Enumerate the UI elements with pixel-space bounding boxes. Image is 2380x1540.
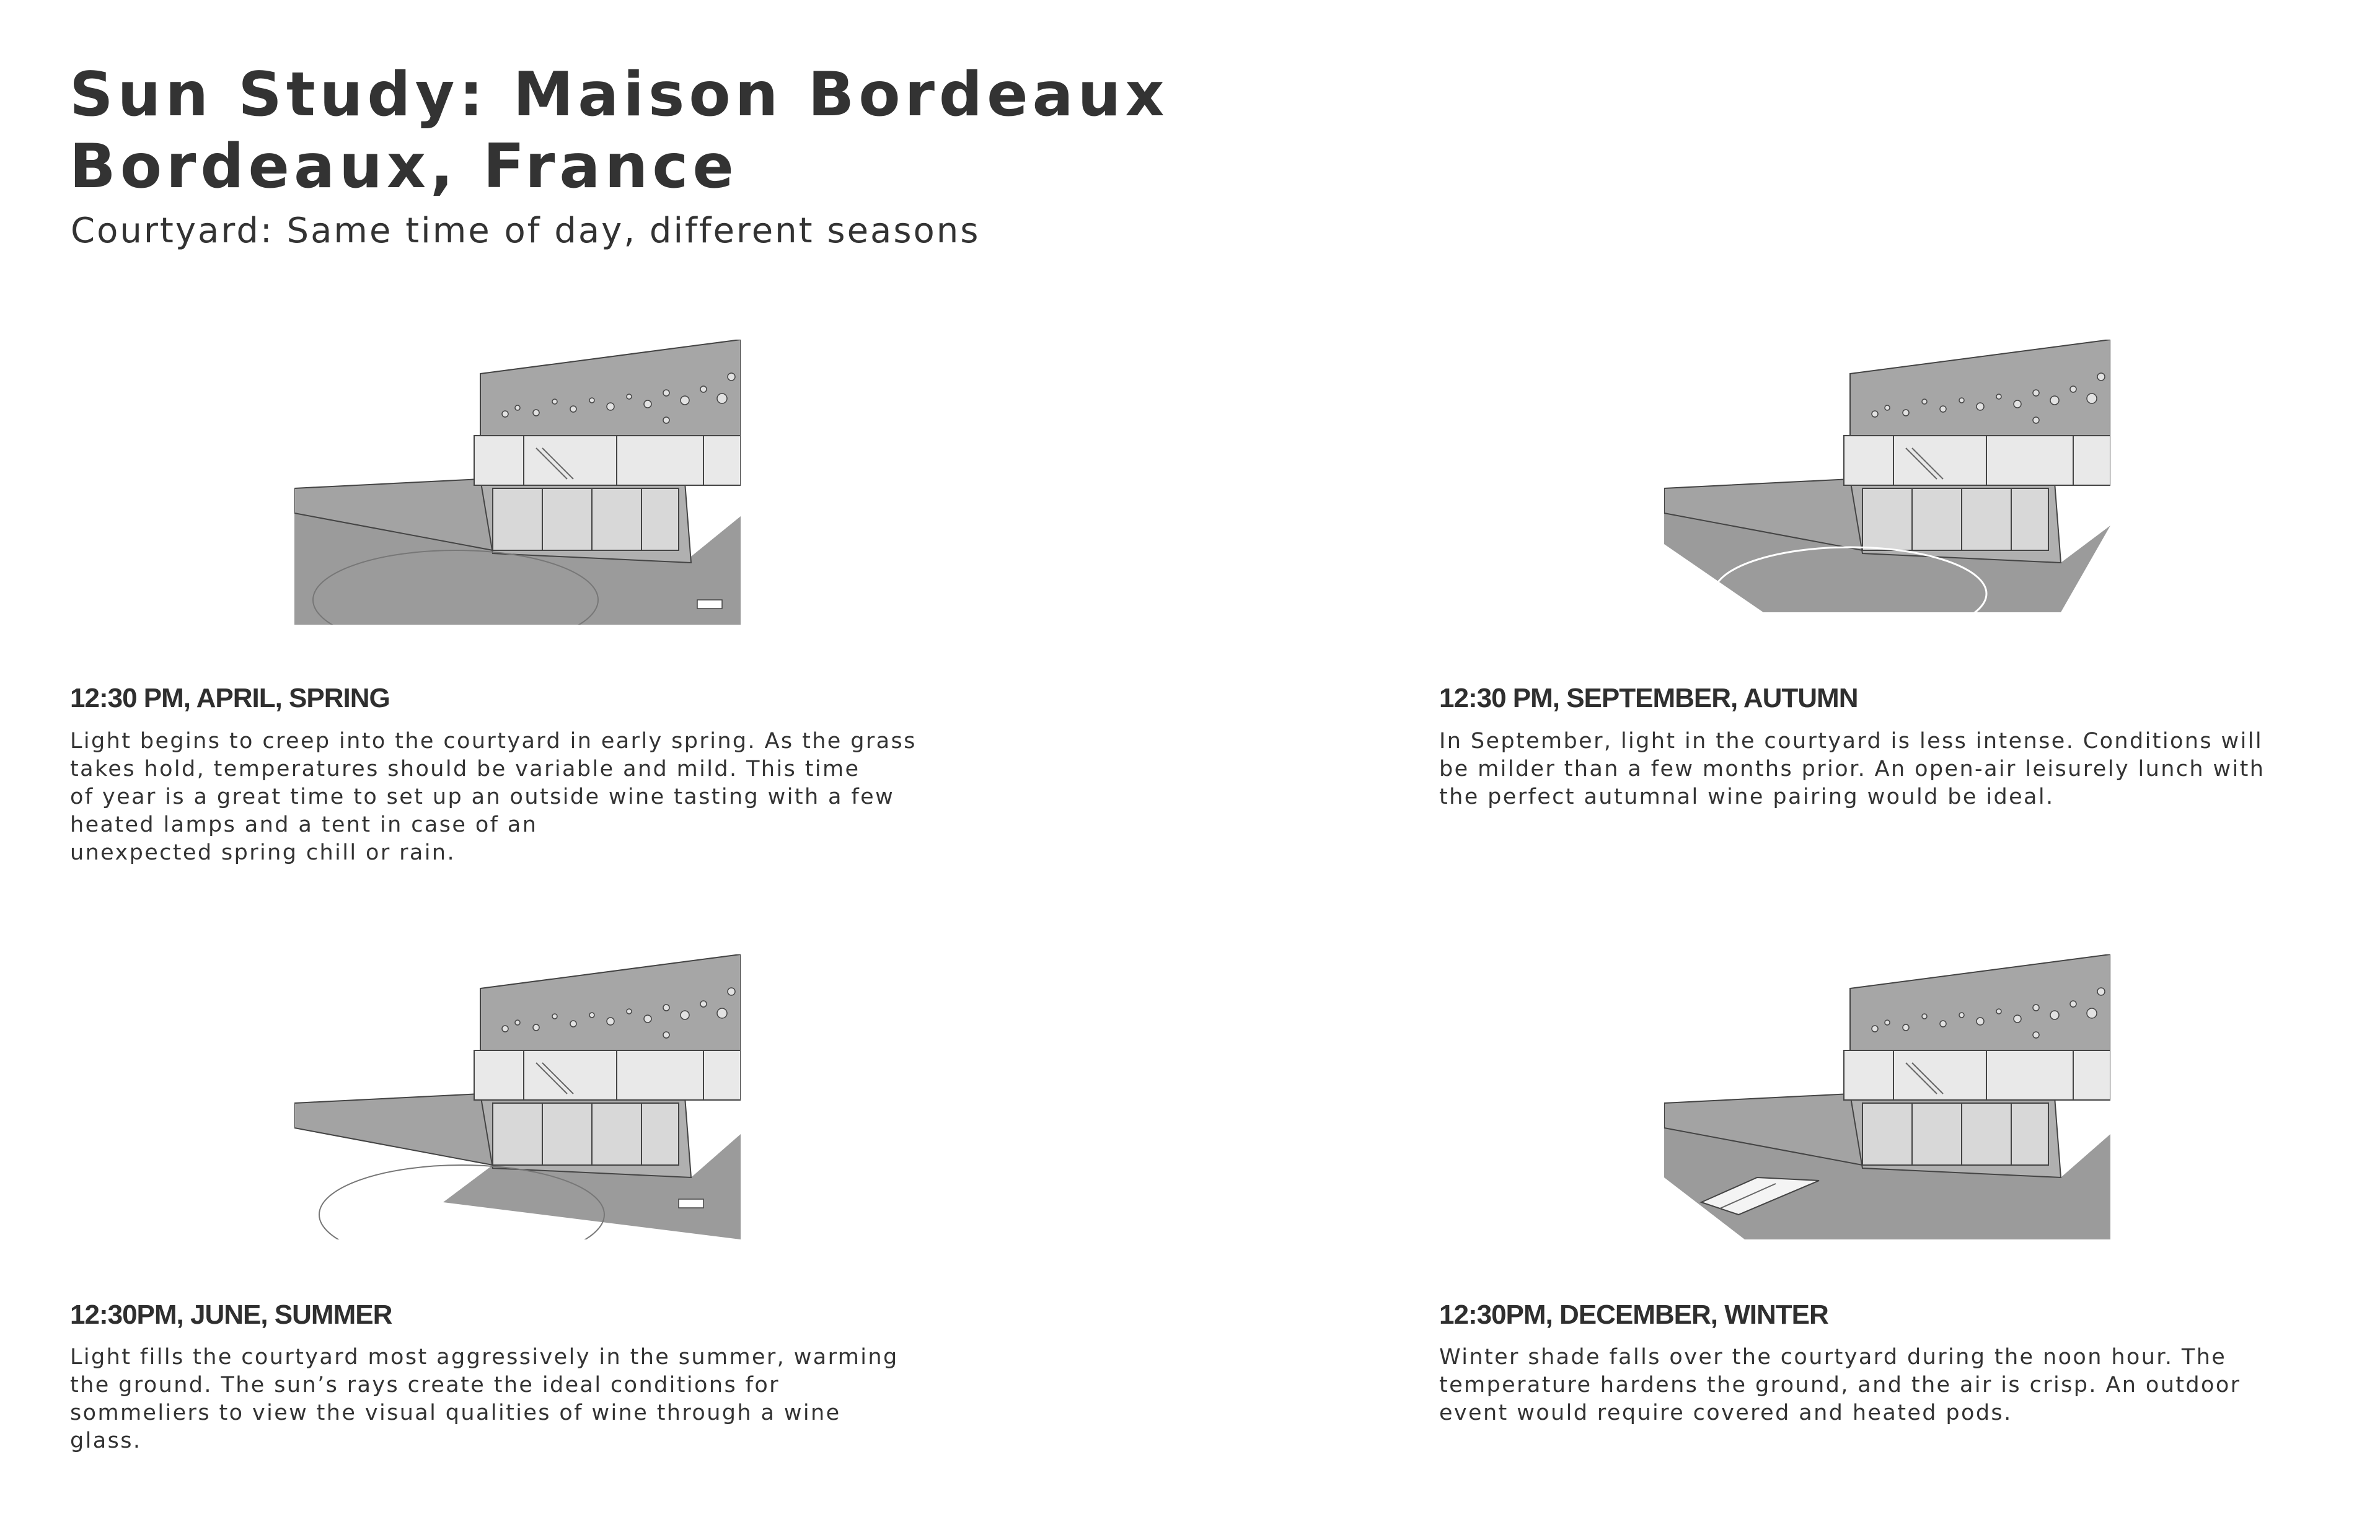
page-title-location: Bordeaux, France xyxy=(69,131,738,202)
text-line: temperature hardens the ground, and the air is crisp. An outdoor xyxy=(1439,1373,2241,1397)
courtyard-sketch-spring xyxy=(294,340,741,625)
page-subtitle: Courtyard: Same time of day, different seasons xyxy=(71,211,981,251)
text-line: Light begins to creep into the courtyard in early spring. As the grass xyxy=(70,729,917,754)
courtyard-sketch-winter xyxy=(1664,954,2110,1239)
text-line: Winter shade falls over the courtyard during the noon hour. The xyxy=(1439,1345,2227,1370)
page-title: Sun Study: Maison Bordeaux xyxy=(69,59,1169,130)
panel-description-spring xyxy=(70,728,917,867)
text-line: the perfect autumnal wine pairing would be ideal. xyxy=(1439,785,2055,809)
text-line: takes hold, temperatures should be variable and mild. This time xyxy=(70,757,860,781)
text-line: unexpected spring chill or rain. xyxy=(70,840,456,865)
panel-heading-spring: 12:30 PM, APRIL, SPRING xyxy=(70,683,390,713)
text-line: heated lamps and a tent in case of an xyxy=(70,812,538,837)
text-line: be milder than a few months prior. An open-air leisurely lunch with xyxy=(1439,757,2265,781)
text-line: In September, light in the courtyard is less intense. Conditions will xyxy=(1439,729,2263,754)
panel-heading-winter: 12:30PM, DECEMBER, WINTER xyxy=(1439,1300,1828,1330)
courtyard-sketch-autumn xyxy=(1664,340,2110,625)
panel-description-autumn xyxy=(1439,728,2265,811)
text-line: glass. xyxy=(70,1428,142,1453)
text-line: of year is a great time to set up an outside wine tasting with a few xyxy=(70,785,895,809)
panel-heading-autumn: 12:30 PM, SEPTEMBER, AUTUMN xyxy=(1439,683,1858,713)
text-line: event would require covered and heated pods. xyxy=(1439,1401,2012,1425)
courtyard-sketch-summer xyxy=(294,954,741,1239)
text-line: the ground. The sun’s rays create the ideal conditions for xyxy=(70,1373,780,1397)
text-line: sommeliers to view the visual qualities of wine through a wine xyxy=(70,1401,841,1425)
panel-description-summer xyxy=(70,1344,899,1455)
panel-heading-summer: 12:30PM, JUNE, SUMMER xyxy=(70,1300,392,1330)
text-line: Light fills the courtyard most aggressively in the summer, warming xyxy=(70,1345,899,1370)
panel-description-winter xyxy=(1439,1344,2241,1427)
